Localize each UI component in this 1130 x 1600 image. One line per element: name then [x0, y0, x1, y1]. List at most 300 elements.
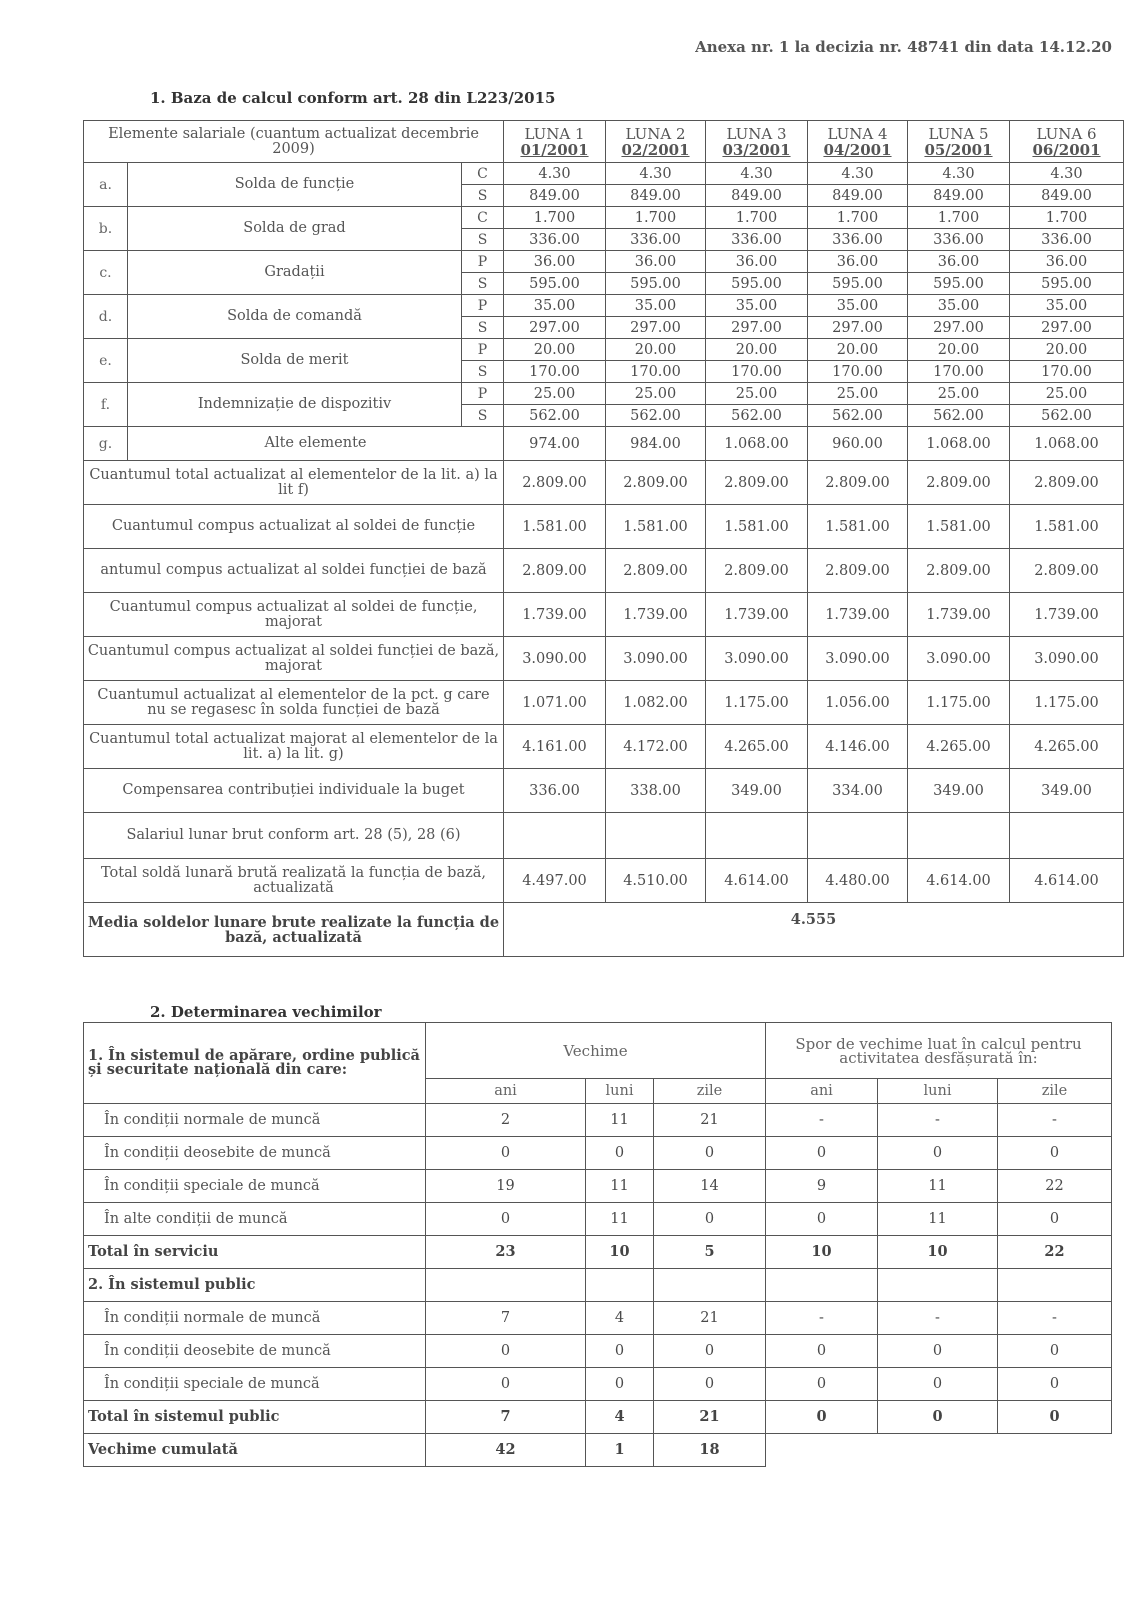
summary-value: 1.175.00: [706, 681, 808, 725]
element-value: 562.00: [1010, 405, 1124, 427]
element-value: 1.700: [908, 207, 1010, 229]
element-code: P: [462, 251, 504, 273]
summary-row: [84, 769, 1124, 813]
seniority-row-value: 0: [586, 1137, 654, 1170]
summary-value: 1.581.00: [706, 505, 808, 549]
section-1-title: 1. Baza de calcul conform art. 28 din L223/2015: [150, 89, 556, 107]
element-value: 1.700: [504, 207, 606, 229]
month-date: 01/2001: [520, 140, 589, 159]
element-value: 1.068.00: [706, 427, 808, 461]
empty-cell: [654, 1269, 766, 1302]
total-serviciu-row-value: 23: [426, 1236, 586, 1269]
element-value: 849.00: [706, 185, 808, 207]
seniority-row-value: 0: [426, 1203, 586, 1236]
seniority-row: [84, 1368, 1112, 1401]
summary-value: 1.056.00: [808, 681, 908, 725]
summary-value: 4.614.00: [1010, 859, 1124, 903]
element-value: 25.00: [606, 383, 706, 405]
summary-value: 2.809.00: [1010, 461, 1124, 505]
element-value: 1.700: [706, 207, 808, 229]
total-public-row-value: 0: [766, 1401, 878, 1434]
seniority-row-value: 0: [654, 1137, 766, 1170]
element-value: 4.30: [908, 163, 1010, 185]
empty-cell: [766, 1269, 878, 1302]
month-header: [808, 121, 908, 163]
seniority-row-value: -: [766, 1302, 878, 1335]
element-value: 297.00: [606, 317, 706, 339]
summary-value: 334.00: [808, 769, 908, 813]
summary-value: 1.739.00: [504, 593, 606, 637]
unit-header: ani: [426, 1079, 586, 1104]
summary-value: 3.090.00: [504, 637, 606, 681]
element-value: 984.00: [606, 427, 706, 461]
summary-value: [706, 813, 808, 859]
element-code: S: [462, 405, 504, 427]
seniority-row-value: 0: [586, 1368, 654, 1401]
summary-value: 4.146.00: [808, 725, 908, 769]
element-value: 35.00: [1010, 295, 1124, 317]
summary-value: 349.00: [1010, 769, 1124, 813]
empty-cell: [586, 1269, 654, 1302]
summary-label: Compensarea contribuției individuale la buget: [84, 769, 504, 813]
element-value: 170.00: [504, 361, 606, 383]
month-label: LUNA 6: [1036, 124, 1097, 143]
seniority-row-value: 21: [654, 1104, 766, 1137]
element-value: 4.30: [706, 163, 808, 185]
unit-header: ani: [766, 1079, 878, 1104]
element-name: Solda de funcție: [128, 163, 462, 207]
seniority-row-label: În alte condiții de muncă: [84, 1203, 426, 1236]
seniority-row-value: 22: [998, 1170, 1112, 1203]
seniority-row-value: 0: [654, 1368, 766, 1401]
seniority-row-value: 4: [586, 1302, 654, 1335]
summary-value: 4.265.00: [908, 725, 1010, 769]
element-letter: b.: [84, 207, 128, 251]
seniority-row: [84, 1203, 1112, 1236]
total-serviciu-row-value: 10: [878, 1236, 998, 1269]
element-value: 336.00: [606, 229, 706, 251]
element-value: 4.30: [1010, 163, 1124, 185]
header-elemente-salariale: Elemente salariale (cuantum actualizat decembrie 2009): [84, 121, 504, 163]
unit-header: luni: [878, 1079, 998, 1104]
element-value: 35.00: [606, 295, 706, 317]
element-value: 4.30: [808, 163, 908, 185]
empty-cell: [998, 1269, 1112, 1302]
summary-value: 3.090.00: [1010, 637, 1124, 681]
summary-row: [84, 725, 1124, 769]
summary-row: [84, 859, 1124, 903]
element-value: 297.00: [908, 317, 1010, 339]
month-label: LUNA 4: [827, 124, 888, 143]
element-name: Solda de grad: [128, 207, 462, 251]
summary-value: 3.090.00: [706, 637, 808, 681]
seniority-row-value: -: [998, 1302, 1112, 1335]
element-code: C: [462, 163, 504, 185]
seniority-row-value: 0: [878, 1137, 998, 1170]
seniority-row-value: 0: [766, 1368, 878, 1401]
total-serviciu-row-label: Total în serviciu: [84, 1236, 426, 1269]
element-letter: c.: [84, 251, 128, 295]
element-name: Solda de merit: [128, 339, 462, 383]
summary-row: [84, 505, 1124, 549]
summary-value: [504, 813, 606, 859]
summary-value: 338.00: [606, 769, 706, 813]
section-2-title: 2. Determinarea vechimilor: [150, 1003, 382, 1021]
summary-value: 4.510.00: [606, 859, 706, 903]
element-value: 595.00: [606, 273, 706, 295]
summary-value: 1.739.00: [606, 593, 706, 637]
summary-value: [808, 813, 908, 859]
section-b-title: 2. În sistemul public: [84, 1269, 426, 1302]
element-value: 25.00: [706, 383, 808, 405]
element-subrow: [84, 339, 1124, 361]
element-value: 562.00: [606, 405, 706, 427]
summary-value: 1.739.00: [706, 593, 808, 637]
summary-label: Cuantumul total actualizat majorat al elementelor de la lit. a) la lit. g): [84, 725, 504, 769]
month-header: [606, 121, 706, 163]
summary-value: 3.090.00: [908, 637, 1010, 681]
total-serviciu-row-value: 10: [586, 1236, 654, 1269]
seniority-row-label: În condiții speciale de muncă: [84, 1170, 426, 1203]
summary-row: [84, 637, 1124, 681]
seniority-row-label: În condiții normale de muncă: [84, 1104, 426, 1137]
average-label: Media soldelor lunare brute realizate la funcția de bază, actualizată: [84, 903, 504, 957]
seniority-row-value: 0: [766, 1203, 878, 1236]
month-date: 03/2001: [722, 140, 791, 159]
element-value: 849.00: [606, 185, 706, 207]
summary-value: 4.614.00: [908, 859, 1010, 903]
seniority-row: [84, 1335, 1112, 1368]
month-label: LUNA 3: [726, 124, 787, 143]
summary-value: 1.071.00: [504, 681, 606, 725]
seniority-row-value: 9: [766, 1170, 878, 1203]
seniority-row-value: 11: [586, 1104, 654, 1137]
summary-value: 2.809.00: [606, 549, 706, 593]
element-code: P: [462, 295, 504, 317]
summary-row: [84, 681, 1124, 725]
summary-value: 1.581.00: [908, 505, 1010, 549]
element-value: 20.00: [908, 339, 1010, 361]
seniority-row-value: 0: [654, 1203, 766, 1236]
element-value: 974.00: [504, 427, 606, 461]
seniority-row: [84, 1170, 1112, 1203]
element-letter: g.: [84, 427, 128, 461]
summary-value: 4.265.00: [706, 725, 808, 769]
element-value: 562.00: [504, 405, 606, 427]
element-name: Solda de comandă: [128, 295, 462, 339]
unit-header: luni: [586, 1079, 654, 1104]
element-value: 336.00: [706, 229, 808, 251]
seniority-row-value: 11: [878, 1203, 998, 1236]
seniority-row-value: 0: [426, 1368, 586, 1401]
element-value: 25.00: [504, 383, 606, 405]
total-public-row-label: Total în sistemul public: [84, 1401, 426, 1434]
summary-value: 1.175.00: [1010, 681, 1124, 725]
summary-value: [1010, 813, 1124, 859]
element-code: S: [462, 361, 504, 383]
empty-cell: [426, 1269, 586, 1302]
summary-label: Cuantumul compus actualizat al soldei funcției de bază, majorat: [84, 637, 504, 681]
seniority-row-value: 19: [426, 1170, 586, 1203]
element-code: S: [462, 185, 504, 207]
seniority-row-value: 0: [998, 1137, 1112, 1170]
seniority-row: [84, 1137, 1112, 1170]
annex-reference: Anexa nr. 1 la decizia nr. 48741 din data 14.12.20: [695, 38, 1112, 56]
seniority-row-label: În condiții normale de muncă: [84, 1302, 426, 1335]
element-value: 336.00: [908, 229, 1010, 251]
summary-row: [84, 813, 1124, 859]
summary-value: 4.172.00: [606, 725, 706, 769]
element-code: P: [462, 383, 504, 405]
element-value: 562.00: [908, 405, 1010, 427]
element-subrow: [84, 207, 1124, 229]
blank-cell: [878, 1434, 998, 1467]
element-code: P: [462, 339, 504, 361]
total-serviciu-row-value: 10: [766, 1236, 878, 1269]
element-value: 595.00: [808, 273, 908, 295]
element-value: 170.00: [606, 361, 706, 383]
element-value: 1.700: [606, 207, 706, 229]
element-value: 1.068.00: [908, 427, 1010, 461]
element-value: 4.30: [504, 163, 606, 185]
element-value: 170.00: [808, 361, 908, 383]
summary-value: 1.581.00: [1010, 505, 1124, 549]
element-value: 1.068.00: [1010, 427, 1124, 461]
summary-row: [84, 549, 1124, 593]
element-subrow: [84, 383, 1124, 405]
element-value: 36.00: [706, 251, 808, 273]
summary-value: 2.809.00: [504, 461, 606, 505]
element-value: 170.00: [1010, 361, 1124, 383]
element-value: 595.00: [706, 273, 808, 295]
seniority-row-value: 0: [426, 1137, 586, 1170]
summary-value: 4.480.00: [808, 859, 908, 903]
element-letter: e.: [84, 339, 128, 383]
summary-value: 2.809.00: [706, 549, 808, 593]
seniority-row-value: -: [878, 1104, 998, 1137]
element-value: 20.00: [504, 339, 606, 361]
summary-label: antumul compus actualizat al soldei funcției de bază: [84, 549, 504, 593]
summary-value: 4.614.00: [706, 859, 808, 903]
element-letter: f.: [84, 383, 128, 427]
seniority-row-value: -: [766, 1104, 878, 1137]
element-subrow: [84, 163, 1124, 185]
summary-value: 4.497.00: [504, 859, 606, 903]
element-value: 960.00: [808, 427, 908, 461]
element-code: S: [462, 273, 504, 295]
element-value: 4.30: [606, 163, 706, 185]
summary-value: 1.739.00: [808, 593, 908, 637]
total-public-row: [84, 1401, 1112, 1434]
element-value: 1.700: [808, 207, 908, 229]
total-public-row-value: 21: [654, 1401, 766, 1434]
seniority-row-value: -: [998, 1104, 1112, 1137]
seniority-row-value: 0: [878, 1335, 998, 1368]
element-value: 36.00: [1010, 251, 1124, 273]
element-value: 36.00: [606, 251, 706, 273]
total-public-row-value: 4: [586, 1401, 654, 1434]
summary-label: Cuantumul actualizat al elementelor de la pct. g care nu se regasesc în solda funcției de bază: [84, 681, 504, 725]
month-date: 04/2001: [823, 140, 892, 159]
element-value: 849.00: [504, 185, 606, 207]
element-value: 25.00: [808, 383, 908, 405]
summary-value: 2.809.00: [706, 461, 808, 505]
element-value: 36.00: [908, 251, 1010, 273]
summary-value: 2.809.00: [908, 461, 1010, 505]
month-label: LUNA 1: [524, 124, 585, 143]
summary-value: 3.090.00: [606, 637, 706, 681]
element-name: Indemnizație de dispozitiv: [128, 383, 462, 427]
seniority-row-value: 7: [426, 1302, 586, 1335]
seniority-row-value: 0: [878, 1368, 998, 1401]
element-value: 297.00: [808, 317, 908, 339]
element-subrow: [84, 295, 1124, 317]
element-value: 562.00: [706, 405, 808, 427]
summary-value: 1.175.00: [908, 681, 1010, 725]
vechime-cumulata-label: Vechime cumulată: [84, 1434, 426, 1467]
seniority-row-value: 0: [998, 1203, 1112, 1236]
element-name: Alte elemente: [128, 427, 504, 461]
element-value: 25.00: [1010, 383, 1124, 405]
element-value: 297.00: [504, 317, 606, 339]
element-value: 336.00: [1010, 229, 1124, 251]
element-letter: d.: [84, 295, 128, 339]
element-value: 20.00: [1010, 339, 1124, 361]
total-serviciu-row: [84, 1236, 1112, 1269]
blank-cell: [998, 1434, 1112, 1467]
element-value: 595.00: [908, 273, 1010, 295]
element-value: 297.00: [706, 317, 808, 339]
vechime-cumulata-value: 18: [654, 1434, 766, 1467]
empty-cell: [878, 1269, 998, 1302]
summary-value: 4.161.00: [504, 725, 606, 769]
seniority-row-label: În condiții deosebite de muncă: [84, 1335, 426, 1368]
element-value: 297.00: [1010, 317, 1124, 339]
element-code: S: [462, 229, 504, 251]
summary-label: Total soldă lunară brută realizată la funcția de bază, actualizată: [84, 859, 504, 903]
seniority-row-value: 0: [654, 1335, 766, 1368]
element-code: C: [462, 207, 504, 229]
element-value: 170.00: [706, 361, 808, 383]
element-subrow: [84, 251, 1124, 273]
seniority-row-value: 0: [426, 1335, 586, 1368]
total-public-row-value: 7: [426, 1401, 586, 1434]
summary-row: [84, 593, 1124, 637]
seniority-row-value: 11: [586, 1170, 654, 1203]
summary-value: 1.739.00: [908, 593, 1010, 637]
summary-value: 2.809.00: [908, 549, 1010, 593]
summary-value: [606, 813, 706, 859]
summary-value: 1.581.00: [808, 505, 908, 549]
summary-value: 2.809.00: [808, 549, 908, 593]
summary-label: Cuantumul compus actualizat al soldei de funcție, majorat: [84, 593, 504, 637]
summary-value: 3.090.00: [808, 637, 908, 681]
month-date: 05/2001: [924, 140, 993, 159]
salary-elements-table: [83, 120, 1124, 957]
seniority-row-label: În condiții deosebite de muncă: [84, 1137, 426, 1170]
element-value: 595.00: [504, 273, 606, 295]
month-date: 06/2001: [1032, 140, 1101, 159]
seniority-row-value: 14: [654, 1170, 766, 1203]
element-value: 1.700: [1010, 207, 1124, 229]
summary-value: 4.265.00: [1010, 725, 1124, 769]
seniority-row: [84, 1104, 1112, 1137]
vechime-cumulata-value: 42: [426, 1434, 586, 1467]
seniority-row-value: 0: [998, 1368, 1112, 1401]
month-label: LUNA 2: [625, 124, 686, 143]
summary-value: 2.809.00: [808, 461, 908, 505]
seniority-row-value: 0: [998, 1335, 1112, 1368]
total-serviciu-row-value: 5: [654, 1236, 766, 1269]
element-value: 20.00: [706, 339, 808, 361]
element-value: 849.00: [908, 185, 1010, 207]
summary-value: 1.082.00: [606, 681, 706, 725]
element-value: 35.00: [504, 295, 606, 317]
seniority-row-value: 0: [766, 1335, 878, 1368]
summary-label: Salariul lunar brut conform art. 28 (5), 28 (6): [84, 813, 504, 859]
vechime-cumulata-value: 1: [586, 1434, 654, 1467]
seniority-row-value: 2: [426, 1104, 586, 1137]
element-value: 562.00: [808, 405, 908, 427]
month-header: [706, 121, 808, 163]
month-date: 02/2001: [621, 140, 690, 159]
element-value: 20.00: [808, 339, 908, 361]
seniority-row-value: 0: [586, 1335, 654, 1368]
element-code: S: [462, 317, 504, 339]
seniority-table: [83, 1022, 1112, 1467]
summary-row: [84, 461, 1124, 505]
element-value: 35.00: [706, 295, 808, 317]
total-public-row-value: 0: [998, 1401, 1112, 1434]
unit-header: zile: [998, 1079, 1112, 1104]
month-header: [504, 121, 606, 163]
summary-value: 1.739.00: [1010, 593, 1124, 637]
element-value: 35.00: [808, 295, 908, 317]
summary-label: Cuantumul total actualizat al elementelor de la lit. a) la lit f): [84, 461, 504, 505]
summary-value: 349.00: [908, 769, 1010, 813]
vechime-cumulata-row: [84, 1434, 1112, 1467]
vechime-header: Vechime: [426, 1023, 766, 1079]
section-a-title: 1. În sistemul de apărare, ordine publică și securitate națională din care:: [84, 1023, 426, 1104]
element-value: 36.00: [504, 251, 606, 273]
total-serviciu-row-value: 22: [998, 1236, 1112, 1269]
element-value: 849.00: [808, 185, 908, 207]
element-value: 849.00: [1010, 185, 1124, 207]
summary-value: 336.00: [504, 769, 606, 813]
seniority-row: [84, 1302, 1112, 1335]
summary-value: 2.809.00: [606, 461, 706, 505]
element-value: 35.00: [908, 295, 1010, 317]
seniority-row-label: În condiții speciale de muncă: [84, 1368, 426, 1401]
month-header: [1010, 121, 1124, 163]
summary-label: Cuantumul compus actualizat al soldei de funcție: [84, 505, 504, 549]
element-value: 170.00: [908, 361, 1010, 383]
summary-value: [908, 813, 1010, 859]
unit-header: zile: [654, 1079, 766, 1104]
month-label: LUNA 5: [928, 124, 989, 143]
seniority-row-value: 0: [766, 1137, 878, 1170]
element-value: 595.00: [1010, 273, 1124, 295]
summary-value: 2.809.00: [1010, 549, 1124, 593]
summary-value: 1.581.00: [606, 505, 706, 549]
element-value: 336.00: [808, 229, 908, 251]
summary-value: 1.581.00: [504, 505, 606, 549]
summary-value: 349.00: [706, 769, 808, 813]
total-public-row-value: 0: [878, 1401, 998, 1434]
spor-header: Spor de vechime luat în calcul pentru activitatea desfășurată în:: [766, 1023, 1112, 1079]
seniority-row-value: 11: [586, 1203, 654, 1236]
blank-cell: [766, 1434, 878, 1467]
